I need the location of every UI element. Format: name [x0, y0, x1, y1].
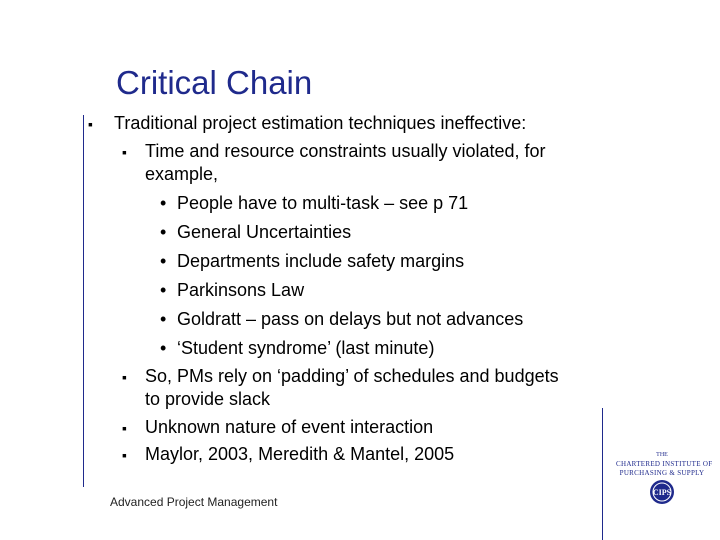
bullet-level2: Maylor, 2003, Meredith & Mantel, 2005 — [145, 444, 455, 464]
right-divider — [602, 408, 603, 540]
dot-bullet-icon: • — [160, 280, 167, 300]
bullet-level3: Parkinsons Law — [177, 280, 305, 300]
bullet-level2-cont: to provide slack — [145, 389, 271, 409]
bullet-level2: Time and resource constraints usually violated, for — [145, 141, 546, 161]
dot-bullet-icon: • — [160, 338, 167, 358]
dot-bullet-icon: • — [160, 309, 167, 329]
dot-bullet-icon: • — [160, 251, 167, 271]
bullet-level2: So, PMs rely on ‘padding’ of schedules and budgets — [145, 366, 559, 386]
logo-line1: THE — [656, 452, 668, 458]
bullet-level3: People have to multi-task – see p 71 — [177, 193, 469, 213]
bullet-level2: Unknown nature of event interaction — [145, 417, 434, 437]
logo-line2: CHARTERED INSTITUTE OF — [616, 460, 713, 468]
cips-seal-icon — [649, 479, 675, 505]
logo-line3: PURCHASING & SUPPLY — [619, 469, 705, 477]
slide-title: Critical Chain — [116, 64, 313, 101]
square-bullet-icon: ▪ — [88, 116, 93, 132]
bullet-level3: ‘Student syndrome’ (last minute) — [177, 338, 435, 358]
square-bullet-icon: ▪ — [122, 420, 127, 436]
bullet-level1: Traditional project estimation techniques ineffective: — [114, 113, 527, 133]
footer-text: Advanced Project Management — [110, 495, 278, 509]
bullet-level3: General Uncertainties — [177, 222, 352, 242]
bullet-level3: Goldratt – pass on delays but not advances — [177, 309, 524, 329]
cips-logo — [616, 452, 713, 512]
dot-bullet-icon: • — [160, 222, 167, 242]
svg-text:CIPS: CIPS — [652, 488, 672, 497]
dot-bullet-icon: • — [160, 193, 167, 213]
bullet-level2-cont: example, — [145, 164, 219, 184]
bullet-level3: Departments include safety margins — [177, 251, 465, 271]
left-divider — [83, 115, 84, 487]
square-bullet-icon: ▪ — [122, 369, 127, 385]
square-bullet-icon: ▪ — [122, 144, 127, 160]
square-bullet-icon: ▪ — [122, 447, 127, 463]
